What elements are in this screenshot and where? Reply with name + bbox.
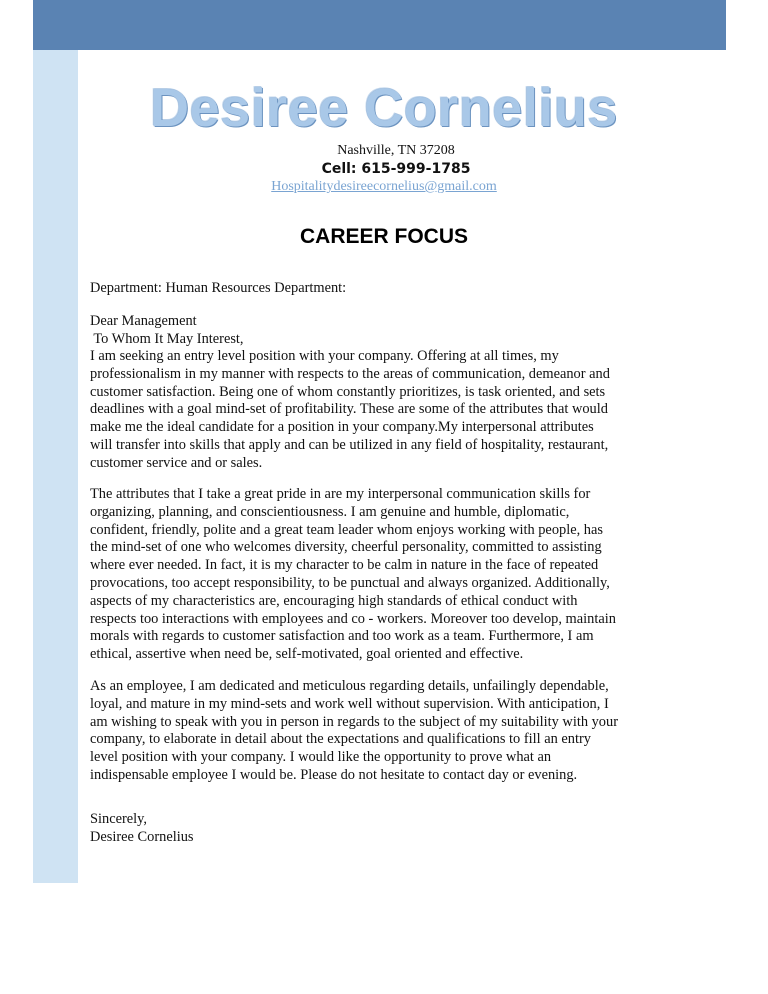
phone-number: Cell: 615-999-1785 — [321, 161, 471, 177]
paragraph-line: The attributes that I take a great pride in are my interpersonal communication skills for — [90, 486, 591, 502]
paragraph-line: customer satisfaction. Being one of whom constantly prioritizes, is task oriented, and sets — [90, 383, 606, 400]
applicant-name: Desiree Cornelius — [150, 78, 618, 138]
paragraph-line: respects too interactions with employees and co - workers. Moreover too develop, maintain — [90, 610, 616, 627]
paragraph-line: am wishing to speak with you in person in regards to the subject of my suitability with your — [90, 713, 618, 730]
paragraph-line: company, to elaborate in detail about the expectations and qualifications to fill an entry — [90, 731, 591, 748]
paragraph-line: make me the ideal candidate for a position in your company.My interpersonal attributes — [90, 419, 594, 436]
paragraph-3 — [90, 678, 690, 785]
closing-text: Sincerely, — [90, 811, 148, 827]
paragraph-line: professionalism in my manner with respects to the areas of communication, demeanor and — [90, 365, 610, 382]
paragraph-line: organizing, planning, and conscientiousness. I am genuine and humble, diplomatic, — [90, 503, 570, 520]
paragraph-line: loyal, and mature in my mind-sets and work well without supervision. With anticipation, I — [90, 695, 609, 712]
paragraph-line: where ever needed. In fact, it is my character to be calm in nature in the face of repeated — [90, 557, 599, 574]
paragraph-line: customer service and or sales. — [90, 454, 263, 471]
header-bar — [33, 0, 726, 50]
paragraph-line: indispensable employee I would be. Please do not hesitate to contact day or evening. — [90, 766, 578, 783]
paragraph-line: aspects of my characteristics are, encouraging high standards of ethical conduct with — [90, 592, 578, 609]
section-title: CAREER FOCUS — [299, 225, 468, 248]
signature-name: Desiree Cornelius — [90, 828, 194, 845]
email-link[interactable]: Hospitalitydesireecornelius@gmail.com — [271, 179, 497, 194]
paragraph-line: the mind-set of one who welcomes diversity, cheerful personality, committed to assisting — [90, 539, 602, 556]
greeting-line: To Whom It May Interest, — [90, 330, 244, 347]
paragraph-line: deadlines with a goal mind-set of profitability. These are some of the attributes that would — [90, 401, 608, 418]
paragraph-line: I am seeking an entry level position with your company. Offering at all times, my — [90, 348, 559, 364]
department-text: Department: Human Resources Department: — [90, 280, 347, 296]
paragraph-line: ethical, assertive when need be, self-motivated, goal oriented and effective. — [90, 646, 524, 663]
paragraph-line: As an employee, I am dedicated and meticulous regarding details, unfailingly dependable, — [90, 678, 609, 694]
letter-greeting — [90, 313, 690, 349]
greeting-line: Dear Management — [90, 313, 197, 329]
department-line — [90, 280, 690, 298]
letter-closing — [90, 811, 690, 847]
paragraph-line: level position with your company. I would like the opportunity to prove what an — [90, 749, 552, 766]
address-line: Nashville, TN 37208 — [337, 143, 455, 158]
paragraph-1 — [90, 348, 690, 473]
paragraph-line: confident, friendly, polite and a great team leader whom enjoys working with people, has — [90, 521, 603, 538]
paragraph-line: morals with regards to customer satisfaction and too work as a team. Furthermore, I am — [90, 628, 594, 645]
paragraph-line: will transfer into skills that apply and can be utilized in any field of hospitality, restaurant, — [90, 436, 609, 453]
paragraph-line: provocations, too accept responsibility, to be punctual and always organized. Additionally, — [90, 574, 610, 591]
paragraph-2 — [90, 486, 690, 664]
